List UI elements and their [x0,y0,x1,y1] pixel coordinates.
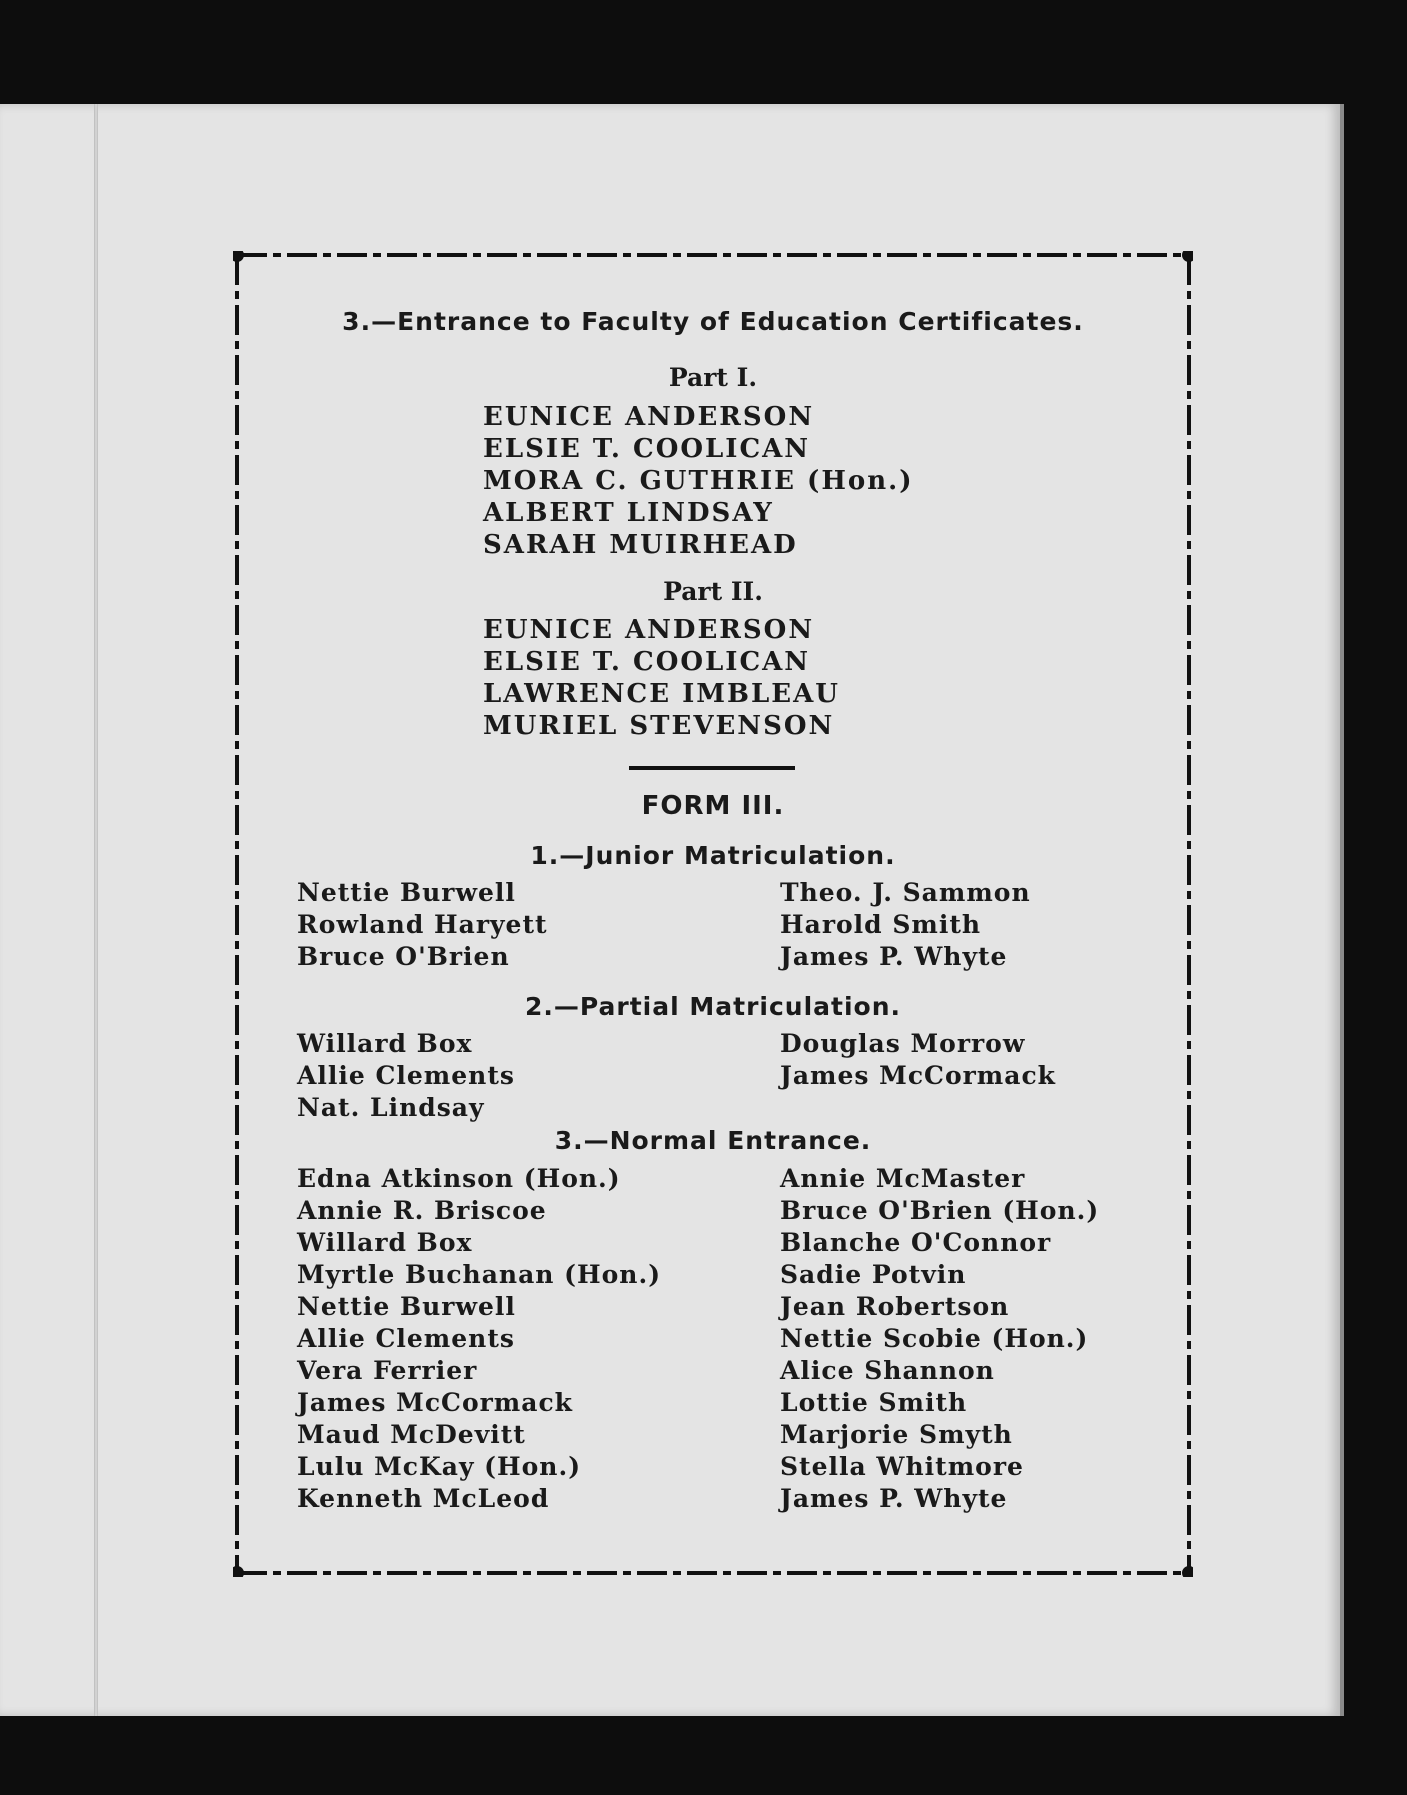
partial-left-column [297,1028,515,1124]
list-item: Lottie Smith [780,1388,968,1417]
list-item: Allie Clements [297,1061,515,1090]
partial-matriculation-heading: 2.—Partial Matriculation. [524,992,902,1021]
list-item: Marjorie Smyth [780,1420,1013,1449]
list-item: Rowland Haryett [297,910,548,939]
list-item: LAWRENCE IMBLEAU [483,679,840,709]
list-item: Bruce O'Brien [297,942,510,971]
list-item: Nat. Lindsay [297,1093,485,1122]
list-item: James P. Whyte [780,1484,1008,1513]
list-item: MURIEL STEVENSON [483,711,835,741]
list-item: Maud McDevitt [297,1420,526,1449]
list-item: Blanche O'Connor [780,1228,1052,1257]
list-item: Edna Atkinson (Hon.) [297,1164,621,1193]
list-item: Annie McMaster [780,1164,1026,1193]
part-2-heading: Part II. [663,577,763,606]
list-item: Nettie Scobie (Hon.) [780,1324,1089,1353]
list-item: ELSIE T. COOLICAN [483,434,811,464]
document-content [233,251,1193,1577]
normal-left-column [297,1163,661,1515]
list-item: Annie R. Briscoe [297,1196,547,1225]
normal-right-column [780,1163,1099,1515]
list-item: Vera Ferrier [297,1356,478,1385]
normal-entrance-heading: 3.—Normal Entrance. [554,1126,872,1155]
list-item: Allie Clements [297,1324,515,1353]
form-3-heading: FORM III. [641,791,785,821]
partial-right-column [780,1028,1056,1092]
part-1-heading: Part I. [668,363,758,392]
list-item: Lulu McKay (Hon.) [297,1452,582,1481]
list-item: MORA C. GUTHRIE (Hon.) [483,466,914,496]
part-1-list [483,401,914,561]
list-item: EUNICE ANDERSON [483,402,815,432]
list-item: Myrtle Buchanan (Hon.) [297,1260,662,1289]
junior-left-column [297,877,548,973]
part-2-list [483,614,840,742]
list-item: EUNICE ANDERSON [483,615,815,645]
list-item: Kenneth McLeod [297,1484,550,1513]
list-item: James P. Whyte [780,942,1008,971]
list-item: Douglas Morrow [780,1029,1026,1058]
list-item: Nettie Burwell [297,878,516,907]
book-spine [94,104,98,1716]
list-item: Willard Box [297,1228,473,1257]
list-item: SARAH MUIRHEAD [483,530,798,560]
list-item: Willard Box [297,1029,473,1058]
list-item: Sadie Potvin [780,1260,967,1289]
list-item: Stella Whitmore [780,1452,1024,1481]
list-item: James McCormack [780,1061,1056,1090]
page-edge [1340,104,1344,1716]
list-item: James McCormack [297,1388,573,1417]
list-item: Jean Robertson [780,1292,1010,1321]
certificates-heading: 3.—Entrance to Faculty of Education Certificates. [342,307,1084,336]
list-item: ALBERT LINDSAY [483,498,774,528]
list-item: Alice Shannon [780,1356,995,1385]
list-item: Nettie Burwell [297,1292,516,1321]
list-item: Theo. J. Sammon [780,878,1031,907]
list-item: Harold Smith [780,910,982,939]
junior-matriculation-heading: 1.—Junior Matriculation. [530,841,896,870]
divider [629,766,795,770]
list-item: Bruce O'Brien (Hon.) [780,1196,1100,1225]
junior-right-column [780,877,1031,973]
list-item: ELSIE T. COOLICAN [483,647,811,677]
